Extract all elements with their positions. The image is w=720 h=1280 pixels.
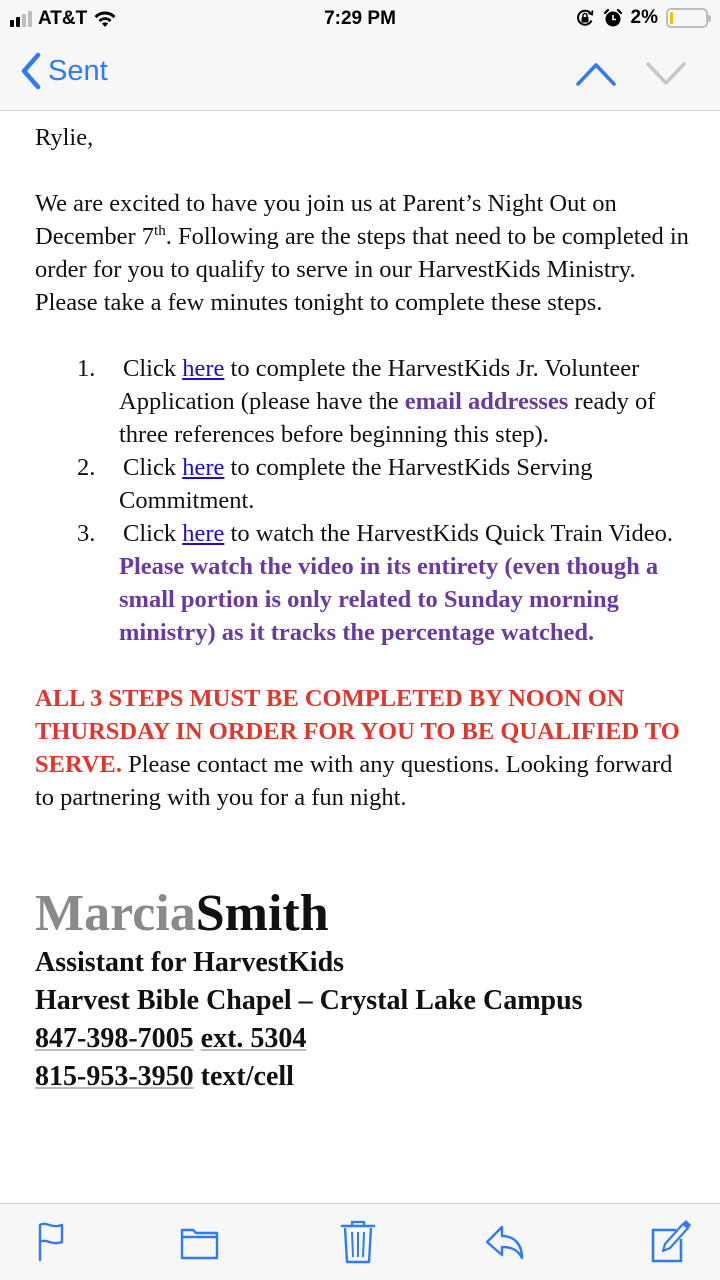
step-number: 1. [77,355,96,382]
email-body [35,112,695,1096]
cell-phone-label: text/cell [193,1061,294,1092]
clock: 7:29 PM [324,8,396,29]
trash-button[interactable] [334,1218,382,1266]
intro-paragraph [35,187,695,319]
next-message-button[interactable] [644,56,688,92]
ordinal-suffix: th [154,223,166,239]
alarm-icon [603,8,623,28]
signature-office-phone-line [35,1020,695,1058]
step-prefix: Click [123,355,183,382]
step-highlight: email addresses [404,388,569,415]
step-text: to complete the HarvestKids Jr. Volunteer Application (please have the [119,355,640,415]
step-number: 2. [77,454,96,481]
training-video-link[interactable]: here [182,520,225,547]
bottom-toolbar [0,1203,720,1280]
trash-icon [338,1219,378,1265]
cell-phone-link[interactable]: 815-953-3950 [35,1061,194,1092]
phone-extension-link[interactable]: ext. 5304 [200,1023,307,1054]
compose-button[interactable] [646,1218,694,1266]
orientation-lock-icon [575,8,595,28]
move-to-folder-button[interactable] [176,1218,224,1266]
folder-icon [178,1222,222,1262]
email-signature [35,884,695,1096]
step-item-3 [35,517,695,649]
step-item-2 [35,451,695,517]
serving-commitment-link[interactable]: here [182,454,225,481]
closing-text: Please contact me with any questions. Looking forward to partnering with you for a fun night. [35,751,673,811]
chevron-down-icon [644,56,688,92]
chevron-left-icon [20,52,42,90]
step-number: 3. [77,520,96,547]
flag-button[interactable] [28,1218,76,1266]
signature-organization: Harvest Bible Chapel – Crystal Lake Campus [35,985,583,1016]
flag-icon [32,1220,72,1264]
signature-last-name: Smith [195,885,329,942]
step-prefix: Click [123,520,183,547]
step-text: to watch the HarvestKids Quick Train Video. [224,520,673,547]
greeting: Rylie, [35,124,94,151]
reply-icon [482,1222,530,1262]
step-highlight: Please watch the video in its entirety (even though a small portion is only related to Sunday morning ministry) as it tracks the percentage watched. [119,553,659,646]
deadline-warning: ALL 3 STEPS MUST BE COMPLETED BY NOON ON THURSDAY IN ORDER FOR YOU TO BE QUALIFIED TO SERVE. [35,685,680,778]
previous-message-button[interactable] [574,56,618,92]
carrier-name: AT&T [38,8,88,29]
back-button[interactable] [20,52,108,90]
signature-first-name: Marcia [35,885,196,942]
signature-cell-phone-line [35,1058,695,1096]
signature-title: Assistant for HarvestKids [35,947,345,978]
step-item-1 [35,352,695,451]
signature-name [35,884,695,944]
battery-percent: 2% [630,7,658,28]
deadline-paragraph [35,682,695,814]
application-link[interactable]: here [182,355,225,382]
back-label: Sent [48,54,108,87]
step-text: to complete the HarvestKids Serving Commitment. [119,454,593,514]
step-text-continued: ready of three references before beginning this step). [119,388,656,448]
step-prefix: Click [123,454,183,481]
status-bar [0,0,720,40]
steps-list [35,352,695,649]
office-phone-link[interactable]: 847-398-7005 [35,1023,194,1054]
intro-text-continued: . Following are the steps that need to be completed in order for you to qualify to serve in our HarvestKids Ministry. Please take a few minutes tonight to complete these steps. [35,223,689,316]
intro-text: We are excited to have you join us at Parent’s Night Out on December 7 [35,190,617,250]
battery-icon [666,8,708,28]
compose-icon [648,1219,692,1265]
reply-button[interactable] [482,1218,530,1266]
nav-bar [0,40,720,111]
status-right [575,7,708,29]
battery-level [670,12,673,24]
chevron-up-icon [574,56,618,92]
